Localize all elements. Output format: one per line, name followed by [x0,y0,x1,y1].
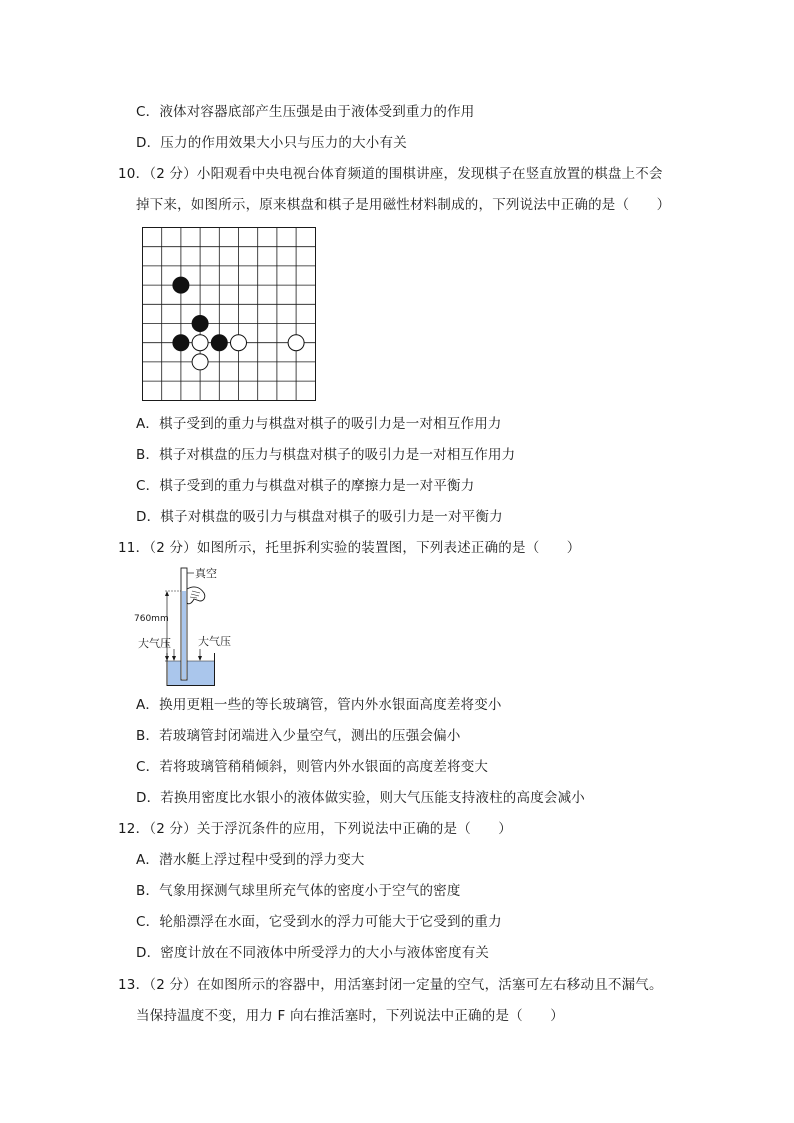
atm-left-label: 大气压 [138,637,171,650]
q10-option-c: C．棋子受到的重力与棋盘对棋子的摩擦力是一对平衡力 [136,478,475,494]
q9-option-c: C．液体对容器底部产生压强是由于液体受到重力的作用 [136,104,475,120]
go-board-figure [142,227,318,403]
black-stone [173,335,189,351]
arrow-left-icon [172,656,176,661]
vacuum-label: 真空 [195,567,217,580]
white-stone [192,335,208,351]
q10-option-b: B．棋子对棋盘的压力与棋盘对棋子的吸引力是一对相互作用力 [136,447,516,463]
mercury-basin-liquid [168,661,214,685]
black-stone [192,316,208,332]
q11-option-a: A．换用更粗一些的等长玻璃管，管内外水银面高度差将变小 [136,697,502,713]
q11-option-b: B．若玻璃管封闭端进入少量空气，测出的压强会偏小 [136,728,461,744]
arrow-right-icon [198,656,202,661]
q13-stem-line2: 当保持温度不变，用力 F 向右推活塞时，下列说法中正确的是（ ） [136,1008,564,1024]
mercury-column [182,591,186,679]
black-stone [211,335,227,351]
atm-right-label: 大气压 [198,635,231,648]
height-760mm-label: 760mm [134,614,169,624]
q13-stem-line1: 13．（2 分）在如图所示的容器中，用活塞封闭一定量的空气，活塞可左右移动且不漏气。 [118,977,663,993]
q10-stem-line1: 10．（2 分）小阳观看中央电视台体育频道的围棋讲座，发现棋子在竖直放置的棋盘上不会 [118,166,663,182]
q11-option-c: C．若将玻璃管稍稍倾斜，则管内外水银面的高度差将变大 [136,759,489,775]
q12-option-c: C．轮船漂浮在水面，它受到水的浮力可能大于它受到的重力 [136,914,502,930]
white-stone [231,335,247,351]
q10-stem-line2: 掉下来，如图所示，原来棋盘和棋子是用磁性材料制成的，下列说法中正确的是（ ） [136,197,671,213]
torricelli-apparatus-figure [134,563,246,691]
q12-option-d: D．密度计放在不同液体中所受浮力的大小与液体密度有关 [136,945,490,961]
q11-stem: 11．（2 分）如图所示，托里拆利实验的装置图，下列表述正确的是（ ） [118,540,581,556]
go-board-grid [143,228,316,401]
q11-option-d: D．若换用密度比水银小的液体做实验，则大气压能支持液柱的高度会减小 [136,790,585,806]
q12-option-b: B．气象用探测气球里所充气体的密度小于空气的密度 [136,883,461,899]
white-stone [192,354,208,370]
q10-option-a: A．棋子受到的重力与棋盘对棋子的吸引力是一对相互作用力 [136,416,502,432]
q12-stem: 12．（2 分）关于浮沉条件的应用，下列说法中正确的是（ ） [118,821,513,837]
q9-option-d: D．压力的作用效果大小只与压力的大小有关 [136,135,407,151]
q12-option-a: A．潜水艇上浮过程中受到的浮力变大 [136,852,365,868]
go-board-border [143,228,316,401]
q10-option-d: D．棋子对棋盘的吸引力与棋盘对棋子的吸引力是一对平衡力 [136,509,503,525]
black-stone [173,277,189,293]
white-stone [288,335,304,351]
